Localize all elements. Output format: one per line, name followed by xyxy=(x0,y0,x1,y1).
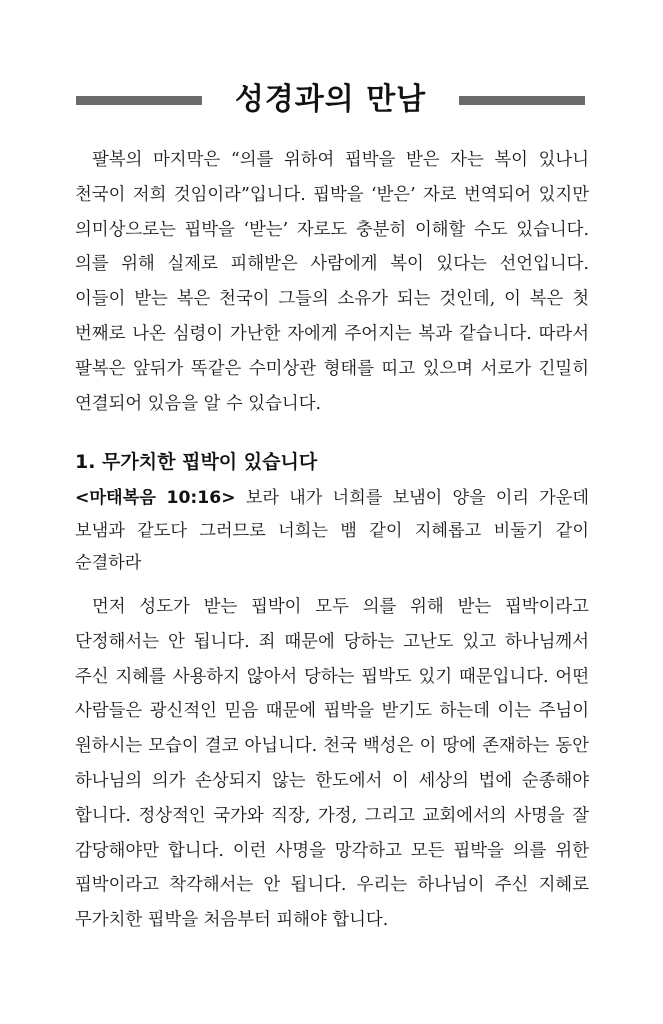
intro-paragraph: 팔복의 마지막은 “의를 위하여 핍박을 받은 자는 복이 있나니 천국이 저희 것임이라”입니다. 핍박을 ‘받은’ 자로 번역되어 있지만 의미상으로는 핍박을 ‘받는’ 자로도 충분히 이해할 수도 있습니다. 의를 위해 실제로 피해받은 사람에게 복이 있다는 선언입니다. 이들이 받는 복은 천국이 그들의 소유가 되는 것인데, 이 복은 첫 번째로 나온 심령이 가난한 자에게 주어지는 복과 같습니다. 따라서 팔복은 앞뒤가 똑같은 수미상관 형태를 띠고 있으며 서로가 긴밀히 연결되어 있음을 알 수 있습니다. xyxy=(75,150,589,414)
title-decoration-left-bar xyxy=(76,96,202,105)
page-title-row xyxy=(0,76,663,124)
section-paragraph: 먼저 성도가 받는 핍박이 모두 의를 위해 받는 핍박이라고 단정해서는 안 됩니다. 죄 때문에 당하는 고난도 있고 하나님께서 주신 지혜를 사용하지 않아서 당하는 핍박도 있기 때문입니다. 어떤 사람들은 광신적인 믿음 때문에 핍박을 받기도 하는데 이는 주님이 원하시는 모습이 결코 아닙니다. 천국 백성은 이 땅에 존재하는 동안 하나님의 의가 손상되지 않는 한도에서 이 세상의 법에 순종해야 합니다. 정상적인 국가와 직장, 가정, 그리고 교회에서의 사명을 잘 감당해야만 합니다. 이런 사명을 망각하고 모든 핍박을 의를 위한 핍박이라고 착각해서는 안 됩니다. 우리는 하나님이 주신 지혜로 무가치한 핍박을 처음부터 피해야 합니다. xyxy=(75,597,589,931)
verse-reference: <마태복음 10:16> xyxy=(75,488,236,508)
verse-text: 보라 내가 너희를 보냄이 양을 이리 가운데 보냄과 같도다 그러므로 너희는 뱀 같이 지혜롭고 비둘기 같이 순결하라 xyxy=(75,488,589,573)
scripture-verse xyxy=(75,482,589,580)
section-heading: 1. 무가치한 핍박이 있습니다 xyxy=(75,451,318,473)
page-title: 성경과의 만남 xyxy=(234,82,427,117)
title-decoration-right-bar xyxy=(459,96,585,105)
